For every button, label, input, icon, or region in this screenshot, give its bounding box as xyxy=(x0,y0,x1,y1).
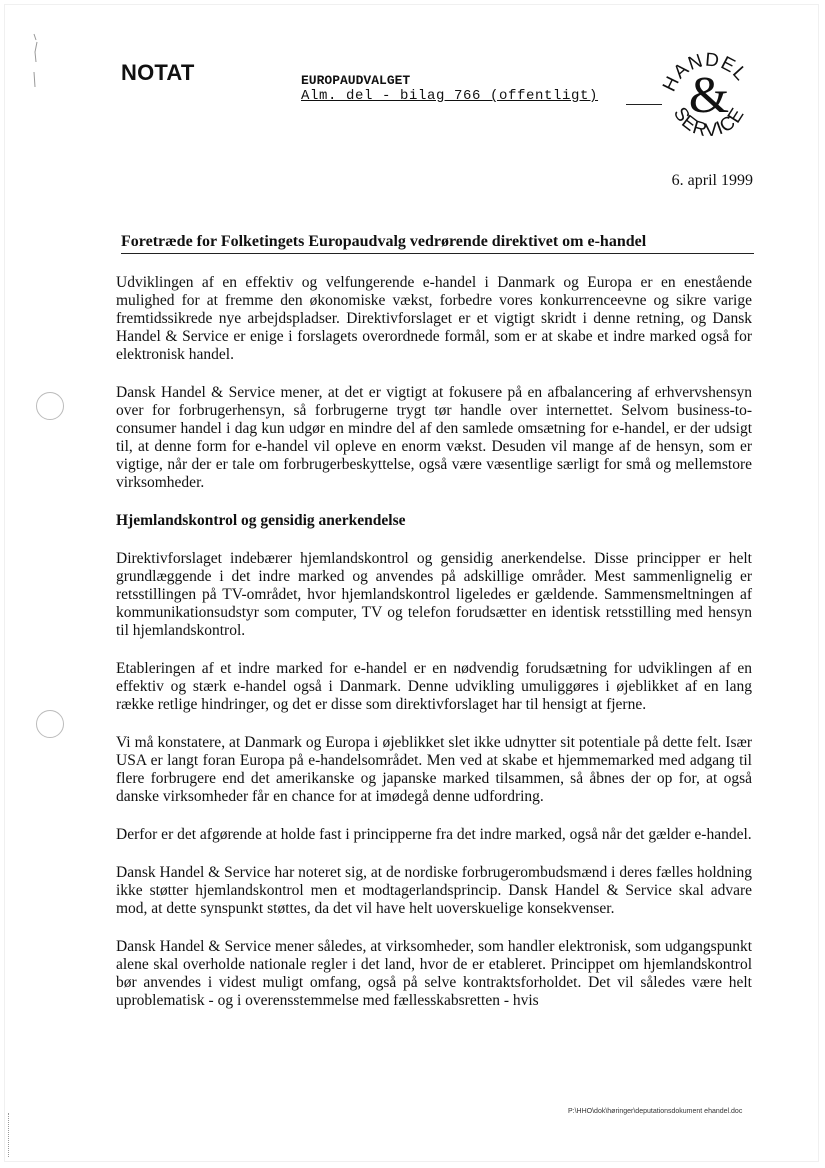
committee-name: EUROPAUDVALGET xyxy=(301,73,411,88)
paragraph: Derfor er det afgørende at holde fast i principperne fra det indre marked, også når det gælder e-handel. xyxy=(116,826,752,843)
paragraph: Dansk Handel & Service mener således, at virksomheder, som handler elektronisk, som udgangspunkt alene skal overholde nationale regler i det land, hvor de er etableret. Princippet om hjemlandskontrol bør anvendes i videst muligt omfang, også på selve kontraktsforholdet. Det vil således være helt uproblematisk - og i overensstemmelse med fællesskabsretten - hvis xyxy=(116,938,752,1009)
paragraph: Udviklingen af en effektiv og velfungerende e-handel i Danmark og Europa er en enestående mulighed for at fremme den økonomiske vækst, forbedre vores konkurrenceevne og sikre varige fremtidssikrede nye arbejdspladser. Direktivforslaget er et vigtigt skridt i denne retning, og Dansk Handel & Service er enige i forslagets overordnede formål, som er at skabe et indre marked også for elektronisk handel. xyxy=(116,274,752,363)
scan-artifact-mark xyxy=(30,32,42,92)
document-title: Foretræde for Folketingets Europaudvalg vedrørende direktivet om e-handel xyxy=(121,233,754,254)
document-body xyxy=(116,274,752,1030)
svg-text:SERVICE: SERVICE xyxy=(668,103,749,140)
punch-hole xyxy=(36,710,64,738)
paragraph: Etableringen af et indre marked for e-handel er en nødvendig forudsætning for udviklingen af en effektiv og stærk e-handel også i Danmark. Denne udvikling umuliggøres i øjeblikket af en lang række retlige hindringer, og det er disse som direktivforslaget har til hensigt at fjerne. xyxy=(116,660,752,713)
paragraph: Dansk Handel & Service har noteret sig, at de nordiske forbrugerombudsmænd i deres fælles holdning ikke støtter hjemlandskontrol men et modtagerlandsprincip. Dansk Handel & Service skal advare mod, at dette synspunkt støttes, da det vil have helt uoverskuelige konsekvenser. xyxy=(116,864,752,917)
paragraph: Vi må konstatere, at Danmark og Europa i øjeblikket slet ikke udnytter sit potentiale på dette felt. Især USA er langt foran Europa på e-handelsområdet. Men ved at skabe et hjemmemarked med adgang til flere forbrugere end det amerikanske og japanske marked tilsammen, så åbnes der op for, at også danske virksomheder får en chance for at imødegå denne udfordring. xyxy=(116,734,752,805)
reference-line: Alm. del - bilag 766 (offentligt) xyxy=(301,88,599,104)
punch-hole xyxy=(36,392,64,420)
margin-mark xyxy=(8,1113,15,1157)
document-date: 6. april 1999 xyxy=(671,172,753,189)
svg-text:HANDEL: HANDEL xyxy=(659,49,752,95)
paragraph: Direktivforslaget indebærer hjemlandskontrol og gensidig anerkendelse. Disse principper er helt grundlæggende i det indre marked og anvendes på adskillige områder. Mest sammenlignelig er retsstillingen på TV-området, hvor hjemlandskontrol ligeledes er gældende. Sammensmeltningen af kommunikationsudstyr som computer, TV og telefon forudsætter en identisk retsstilling med hensyn til hjemlandskontrol. xyxy=(116,550,752,639)
document-type-label: NOTAT xyxy=(121,60,195,85)
paragraph: Dansk Handel & Service mener, at det er vigtigt at fokusere på en afbalancering af erhvervshensyn over for forbrugerhensyn, så forbrugerne trygt tør handle over internettet. Selvom business-to-consumer handel i dag kun udgør en mindre del af den samlede omsætning for e-handel, er der udsigt til, at denne form for e-handel vil opleve en enorm vækst. Desuden vil mange af de hensyn, som er vigtige, når der er tale om forbrugerbeskyttelse, også være væsentlige særligt for små og mellemstore virksomheder. xyxy=(116,384,752,491)
section-heading: Hjemlandskontrol og gensidig anerkendelse xyxy=(116,512,406,529)
footer-file-path: P:\HHO\dok\høringer\deputationsdokument ehandel.doc xyxy=(568,1108,743,1115)
handel-service-logo xyxy=(653,40,765,140)
logo-ampersand: & xyxy=(688,67,730,124)
